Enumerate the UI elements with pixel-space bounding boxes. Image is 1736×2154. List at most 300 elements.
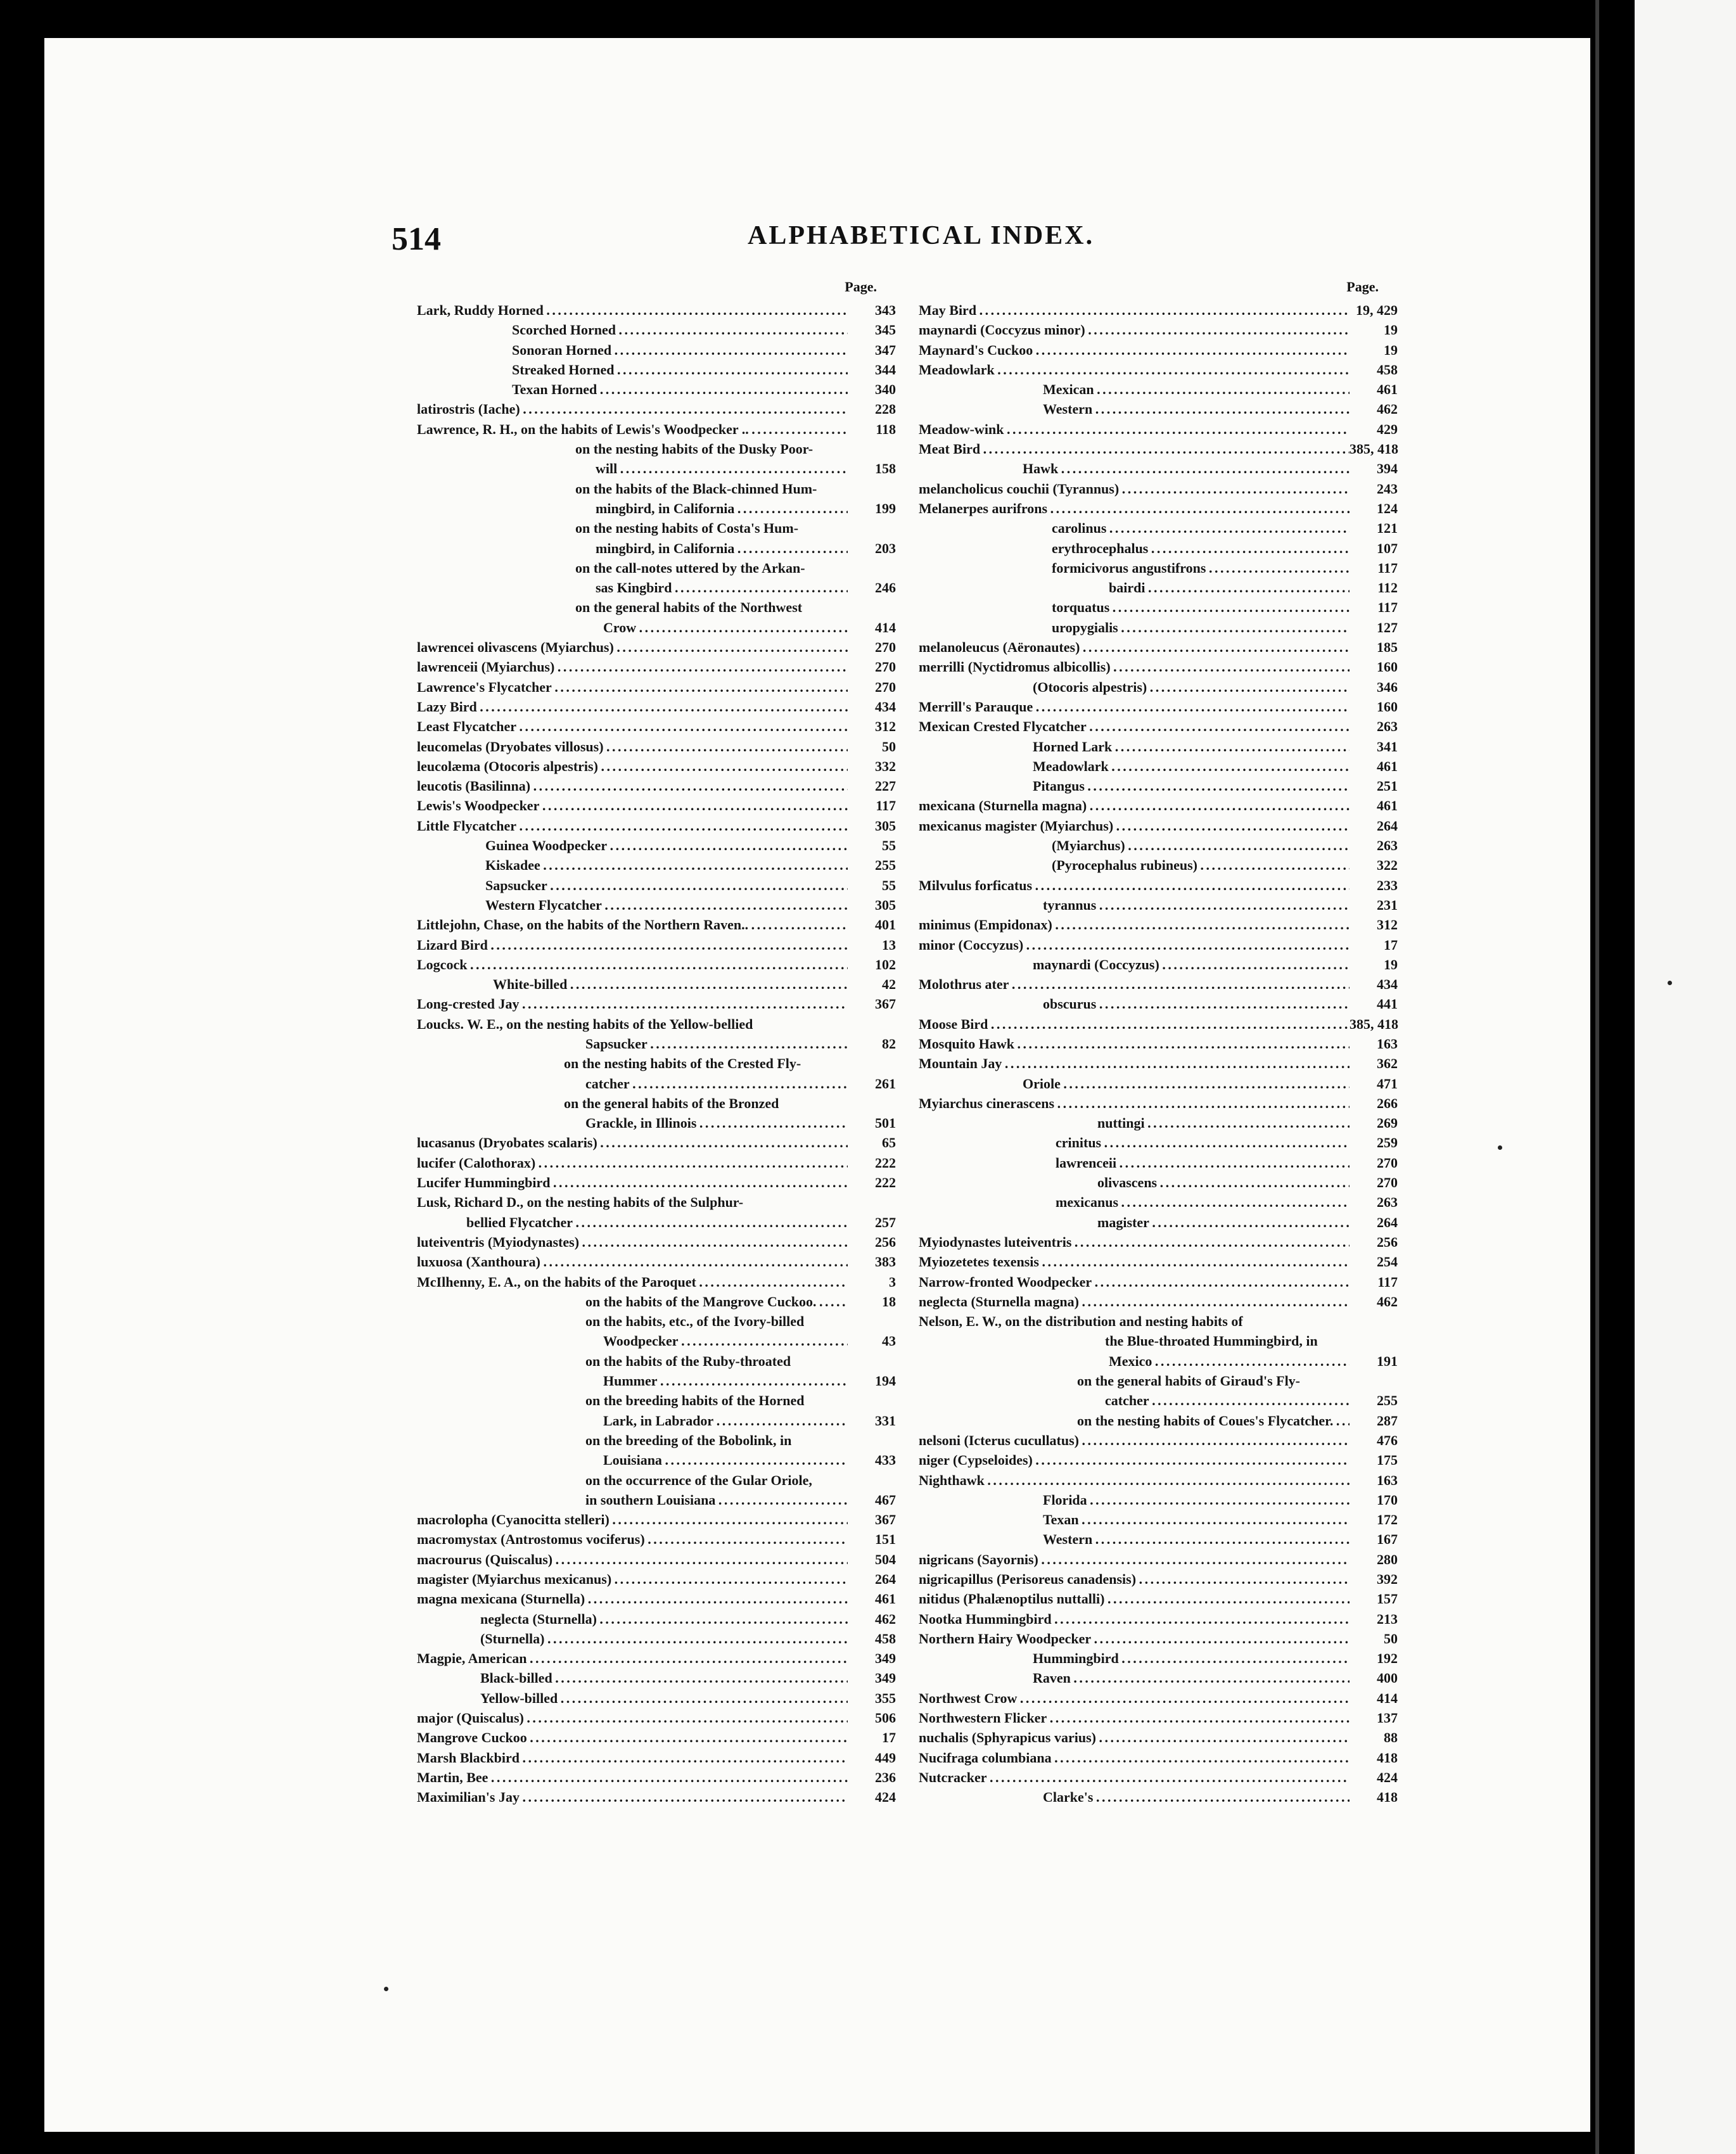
entry-page: 55	[882, 877, 896, 893]
index-entry	[417, 538, 896, 558]
index-entry	[919, 1074, 1398, 1093]
entry-text: Nighthawk . . .	[919, 1470, 1350, 1490]
index-entry	[417, 479, 896, 499]
entry-text: on the habits of the Black-chinned Hum-	[575, 480, 817, 497]
entry-page: 424	[875, 1789, 896, 1806]
entry-text: will . . .	[417, 459, 848, 478]
entry-text: catcher . . .	[919, 1391, 1350, 1410]
entry-page: 199	[875, 500, 896, 516]
entry-text: macrourus (Quiscalus) . . .	[417, 1550, 848, 1569]
index-entry	[417, 1034, 896, 1054]
entry-page: 17	[1384, 936, 1398, 953]
index-entry	[417, 1510, 896, 1529]
index-entry	[417, 1153, 896, 1173]
entry-text: Nelson, E. W., on the distribution and nesting habits of	[919, 1313, 1243, 1330]
index-entry	[417, 935, 896, 955]
index-entry	[919, 1688, 1398, 1708]
entry-text: the Blue-throated Hummingbird, in	[1105, 1333, 1318, 1349]
index-entry	[417, 1311, 896, 1331]
entry-page: 19	[1384, 956, 1398, 972]
index-entry	[417, 419, 896, 439]
entry-page: 471	[1377, 1075, 1398, 1092]
index-entry	[417, 1391, 896, 1410]
entry-text: Scorched Horned . . .	[417, 320, 848, 340]
scan-speck	[1498, 1145, 1502, 1150]
entry-text: Moose Bird . . .	[919, 1014, 1350, 1034]
index-entry	[919, 1609, 1398, 1629]
entry-text: Northwestern Flicker . . .	[919, 1708, 1350, 1728]
entry-page: 392	[1377, 1571, 1398, 1587]
entry-text: macrolopha (Cyanocitta stelleri) . . .	[417, 1510, 848, 1529]
entry-text: bellied Flycatcher . . .	[417, 1213, 848, 1232]
index-entry	[919, 1192, 1398, 1212]
entry-text: (Sturnella) . . .	[417, 1629, 848, 1648]
entry-text: mexicanus . . .	[919, 1192, 1350, 1212]
entry-text: nuttingi . . .	[919, 1113, 1350, 1133]
entry-page: 137	[1377, 1710, 1398, 1726]
entry-text: lucasanus (Dryobates scalaris) . . .	[417, 1133, 848, 1152]
entry-text: Sonoran Horned . . .	[417, 340, 848, 360]
entry-page: 160	[1377, 659, 1398, 675]
entry-text: Kiskadee . . .	[417, 855, 848, 875]
entry-text: mexicana (Sturnella magna) . . .	[919, 796, 1350, 815]
index-entry	[417, 399, 896, 419]
index-entry	[919, 717, 1398, 736]
entry-text: Myiodynastes luteiventris . . .	[919, 1232, 1350, 1252]
entry-page: 118	[876, 421, 896, 437]
entry-page: 191	[1377, 1353, 1398, 1369]
entry-text: nigricans (Sayornis) . . .	[919, 1550, 1350, 1569]
index-entry	[417, 1093, 896, 1113]
entry-text: Least Flycatcher . . .	[417, 717, 848, 736]
page-column-label: Page.	[845, 279, 877, 295]
index-entry	[417, 597, 896, 617]
index-entry	[417, 1450, 896, 1470]
index-entry	[417, 1252, 896, 1271]
index-entry	[919, 1133, 1398, 1152]
entry-page: 270	[1377, 1175, 1398, 1191]
entry-text: nelsoni (Icterus cucullatus) . . .	[919, 1431, 1350, 1450]
entry-page: 13	[882, 936, 896, 953]
index-entry	[919, 776, 1398, 796]
entry-text: Yellow-billed . . .	[417, 1688, 848, 1708]
entry-page: 158	[875, 461, 896, 477]
index-entry	[919, 1153, 1398, 1173]
entry-text: Logcock . . .	[417, 955, 848, 974]
entry-page: 367	[875, 996, 896, 1012]
entry-text: magister . . .	[919, 1213, 1350, 1232]
entry-text: Black-billed . . .	[417, 1668, 848, 1688]
entry-text: Mexican . . .	[919, 379, 1350, 399]
entry-text: torquatus . . .	[919, 597, 1350, 617]
index-entry	[417, 618, 896, 637]
index-entry	[919, 399, 1398, 419]
left-index-column	[417, 279, 896, 1807]
entry-page: 236	[875, 1769, 896, 1785]
page-title: ALPHABETICAL INDEX.	[748, 221, 1095, 250]
index-entry	[919, 816, 1398, 836]
entry-text: Louisiana . . .	[417, 1450, 848, 1470]
entry-page: 170	[1377, 1491, 1398, 1508]
index-entry	[417, 1748, 896, 1768]
entry-page: 270	[875, 679, 896, 695]
entry-page: 121	[1377, 520, 1398, 537]
entry-text: Western . . .	[919, 1529, 1350, 1549]
index-entry	[919, 1054, 1398, 1073]
index-entry	[417, 756, 896, 776]
entry-text: Marsh Blackbird . . .	[417, 1748, 848, 1768]
entry-text: neglecta (Sturnella) . . .	[417, 1609, 848, 1629]
index-entry	[417, 974, 896, 994]
entry-page: 305	[875, 896, 896, 913]
entry-text: Molothrus ater . . .	[919, 974, 1350, 994]
index-entry	[417, 1054, 896, 1073]
entry-page: 50	[1384, 1630, 1398, 1647]
entry-page: 461	[875, 1591, 896, 1607]
entry-text: on the habits of the Mangrove Cuckoo. . . .	[417, 1292, 848, 1311]
scan-speck	[384, 1987, 388, 1991]
entry-text: crinitus . . .	[919, 1133, 1350, 1152]
entry-page: 163	[1377, 1472, 1398, 1488]
index-entry	[919, 836, 1398, 855]
index-entry	[417, 1629, 896, 1648]
index-entry	[919, 915, 1398, 934]
entry-page: 367	[875, 1512, 896, 1528]
index-entry	[919, 677, 1398, 697]
index-entry	[417, 816, 896, 836]
entry-page: 385, 418	[1350, 1016, 1398, 1032]
entry-text: magister (Myiarchus mexicanus) . . .	[417, 1569, 848, 1589]
index-entry	[417, 1411, 896, 1431]
entry-page: 112	[1377, 580, 1398, 596]
index-entry	[417, 578, 896, 597]
entry-text: mingbird, in California . . .	[417, 538, 848, 558]
entry-page: 231	[1377, 896, 1398, 913]
entry-page: 50	[882, 738, 896, 755]
entry-text: erythrocephalus . . .	[919, 538, 1350, 558]
entry-text: Meadow-wink . . .	[919, 419, 1350, 439]
entry-text: on the habits of the Ruby-throated	[585, 1353, 791, 1369]
entry-text: Lawrence's Flycatcher . . .	[417, 677, 848, 697]
index-entry	[417, 1113, 896, 1133]
entry-text: Mangrove Cuckoo . . .	[417, 1728, 848, 1747]
index-entry	[417, 340, 896, 360]
entry-text: melanoleucus (Aëronautes) . . .	[919, 637, 1350, 657]
entry-text: sas Kingbird . . .	[417, 578, 848, 597]
page-number: 514	[392, 221, 441, 257]
entry-page: 213	[1377, 1610, 1398, 1627]
index-entry	[919, 618, 1398, 637]
entry-text: Crow . . .	[417, 618, 848, 637]
entry-text: bairdi . . .	[919, 578, 1350, 597]
index-entry	[417, 677, 896, 697]
entry-text: Lawrence, R. H., on the habits of Lewis's Woodpecker .. . . .	[417, 419, 848, 439]
index-entry	[417, 1470, 896, 1490]
entry-text: lawrenceii (Myiarchus) . . .	[417, 657, 848, 677]
entry-text: on the general habits of the Bronzed	[564, 1095, 779, 1111]
entry-page: 394	[1377, 461, 1398, 477]
entry-text: on the nesting habits of the Crested Fly-	[564, 1055, 801, 1072]
entry-page: 476	[1377, 1432, 1398, 1448]
right-index-column	[919, 279, 1398, 1807]
entry-text: Maynard's Cuckoo . . .	[919, 340, 1350, 360]
entry-text: catcher . . .	[417, 1074, 848, 1093]
entry-text: Horned Lark . . .	[919, 737, 1350, 756]
entry-page: 117	[876, 798, 896, 814]
index-entry	[417, 1668, 896, 1688]
index-entry	[417, 1351, 896, 1371]
entry-page: 256	[1377, 1233, 1398, 1250]
index-entry	[919, 1371, 1398, 1391]
index-entry	[919, 796, 1398, 815]
entry-page: 255	[875, 857, 896, 874]
entry-text: Lusk, Richard D., on the nesting habits of the Sulphur-	[417, 1194, 744, 1211]
entry-text: on the nesting habits of the Dusky Poor-	[575, 441, 814, 457]
entry-page: 185	[1377, 639, 1398, 656]
entry-page: 305	[875, 817, 896, 834]
entry-text: niger (Cypseloides) . . .	[919, 1450, 1350, 1470]
entry-text: McIlhenny, E. A., on the habits of the Paroquet . . .	[417, 1272, 848, 1292]
index-entry	[919, 1331, 1398, 1351]
index-entry	[417, 1787, 896, 1807]
entry-text: Nucifraga columbiana . . .	[919, 1748, 1350, 1768]
entry-page: 270	[875, 639, 896, 656]
index-entry	[919, 1431, 1398, 1450]
index-entry	[919, 637, 1398, 657]
index-entry	[919, 994, 1398, 1014]
entry-text: nitidus (Phalænoptilus nuttalli) . . .	[919, 1589, 1350, 1609]
index-entry	[417, 1490, 896, 1510]
index-entry	[417, 776, 896, 796]
entry-text: Lazy Bird . . .	[417, 697, 848, 717]
entry-page: 266	[1377, 1095, 1398, 1111]
entry-text: Western . . .	[919, 399, 1350, 419]
index-entry	[919, 1708, 1398, 1728]
entry-page: 414	[875, 619, 896, 635]
index-entry	[417, 1529, 896, 1549]
entry-text: formicivorus angustifrons . . .	[919, 558, 1350, 578]
entry-text: nuchalis (Sphyrapicus varius) . . .	[919, 1728, 1350, 1747]
entry-page: 349	[875, 1650, 896, 1667]
index-entry	[919, 300, 1398, 320]
entry-text: Hawk . . .	[919, 459, 1350, 478]
index-entry	[919, 1550, 1398, 1569]
index-entry	[417, 360, 896, 379]
entry-page: 19	[1384, 341, 1398, 358]
entry-page: 344	[875, 361, 896, 378]
index-entry	[417, 518, 896, 538]
index-entry	[919, 1014, 1398, 1034]
index-entry	[919, 1450, 1398, 1470]
entry-page: 167	[1377, 1531, 1398, 1548]
index-entry	[417, 1173, 896, 1192]
index-entry	[919, 1510, 1398, 1529]
index-entry	[417, 558, 896, 578]
entry-page: 429	[1377, 421, 1398, 437]
index-entry	[919, 419, 1398, 439]
entry-text: Myiarchus cinerascens . . .	[919, 1093, 1350, 1113]
index-entry	[919, 1093, 1398, 1113]
index-entry	[919, 1629, 1398, 1648]
entry-page: 414	[1377, 1690, 1398, 1706]
entry-page: 255	[1377, 1392, 1398, 1409]
index-entry	[417, 1768, 896, 1787]
entry-page: 19, 429	[1356, 302, 1398, 318]
entry-text: (Otocoris alpestris) . . .	[919, 677, 1350, 697]
index-entry	[919, 1569, 1398, 1589]
entry-text: on the occurrence of the Gular Oriole,	[585, 1472, 812, 1488]
entry-page: 322	[1377, 857, 1398, 874]
entry-page: 102	[875, 956, 896, 972]
entry-page: 418	[1377, 1749, 1398, 1766]
entry-page: 312	[875, 718, 896, 735]
entry-page: 117	[1377, 1273, 1398, 1290]
entry-page: 343	[875, 302, 896, 318]
entry-text: (Pyrocephalus rubineus) . . .	[919, 855, 1350, 875]
index-entry	[919, 1668, 1398, 1688]
entry-page: 256	[875, 1233, 896, 1250]
entry-page: 467	[875, 1491, 896, 1508]
entry-text: in southern Louisiana . . .	[417, 1490, 848, 1510]
entry-text: Meat Bird . . .	[919, 439, 1350, 459]
index-entry	[417, 1708, 896, 1728]
index-entry	[919, 459, 1398, 478]
index-entry	[919, 855, 1398, 875]
index-entry	[417, 1648, 896, 1668]
entry-page: 107	[1377, 540, 1398, 556]
entry-page: 332	[875, 758, 896, 774]
entry-page: 251	[1377, 778, 1398, 794]
index-entry	[417, 1609, 896, 1629]
entry-text: on the nesting habits of Costa's Hum-	[575, 520, 799, 537]
entry-page: 312	[1377, 917, 1398, 933]
entry-page: 160	[1377, 698, 1398, 715]
index-entry	[417, 836, 896, 855]
entry-text: Florida . . .	[919, 1490, 1350, 1510]
entry-text: Nutcracker . . .	[919, 1768, 1350, 1787]
entry-text: Milvulus forficatus . . .	[919, 876, 1350, 895]
entry-page: 458	[1377, 361, 1398, 378]
index-entry	[417, 1272, 896, 1292]
entry-page: 263	[1377, 1194, 1398, 1211]
entry-text: Lucifer Hummingbird . . .	[417, 1173, 848, 1192]
entry-page: 385, 418	[1350, 441, 1398, 457]
entry-text: uropygialis . . .	[919, 618, 1350, 637]
entry-text: on the call-notes uttered by the Arkan-	[575, 559, 805, 576]
entry-text: Myiozetetes texensis . . .	[919, 1252, 1350, 1271]
entry-page: 270	[1377, 1154, 1398, 1171]
index-entry	[919, 597, 1398, 617]
index-entry	[919, 1391, 1398, 1410]
entry-text: Martin, Bee . . .	[417, 1768, 848, 1787]
index-entry	[919, 360, 1398, 379]
entry-page: 43	[882, 1333, 896, 1349]
entry-page: 504	[875, 1551, 896, 1567]
entry-text: obscurus . . .	[919, 994, 1350, 1014]
entry-text: lawrenceii . . .	[919, 1153, 1350, 1173]
entry-page: 433	[875, 1452, 896, 1469]
entry-text: Mountain Jay . . .	[919, 1054, 1350, 1073]
index-entry	[417, 459, 896, 478]
entry-text: leucomelas (Dryobates villosus) . . .	[417, 737, 848, 756]
entry-text: mingbird, in California . . .	[417, 499, 848, 518]
entry-page: 117	[1377, 559, 1398, 576]
entry-page: 441	[1377, 996, 1398, 1012]
entry-page: 280	[1377, 1551, 1398, 1567]
entry-text: Clarke's . . .	[919, 1787, 1350, 1807]
index-entry	[919, 974, 1398, 994]
entry-page: 228	[875, 401, 896, 417]
index-entry	[417, 657, 896, 677]
entry-page: 19	[1384, 322, 1398, 338]
entry-page: 347	[875, 341, 896, 358]
entry-page: 88	[1384, 1730, 1398, 1746]
entry-text: nigricapillus (Perisoreus canadensis) . . .	[919, 1569, 1350, 1589]
index-entry	[919, 1351, 1398, 1371]
entry-text: on the general habits of Giraud's Fly-	[1077, 1373, 1301, 1389]
entry-text: leucolæma (Otocoris alpestris) . . .	[417, 756, 848, 776]
entry-page: 175	[1377, 1452, 1398, 1469]
entry-text: lucifer (Calothorax) . . .	[417, 1153, 848, 1173]
entry-page: 117	[1377, 599, 1398, 616]
index-entry	[919, 895, 1398, 915]
index-entry	[417, 915, 896, 934]
entry-text: Oriole . . .	[919, 1074, 1350, 1093]
index-entry	[417, 1014, 896, 1034]
index-entry	[417, 379, 896, 399]
entry-text: mexicanus magister (Myiarchus) . . .	[919, 816, 1350, 836]
index-entry	[417, 1431, 896, 1450]
entry-page: 287	[1377, 1412, 1398, 1429]
entry-page: 227	[875, 778, 896, 794]
entry-page: 17	[882, 1730, 896, 1746]
entry-page: 461	[1377, 798, 1398, 814]
index-entry	[919, 876, 1398, 895]
index-entry	[919, 1648, 1398, 1668]
entry-text: Mosquito Hawk . . .	[919, 1034, 1350, 1054]
index-entry	[417, 320, 896, 340]
entry-page: 449	[875, 1749, 896, 1766]
entry-page: 222	[875, 1175, 896, 1191]
index-entry	[919, 1529, 1398, 1549]
entry-page: 263	[1377, 838, 1398, 854]
entry-text: Raven . . .	[919, 1668, 1350, 1688]
entry-text: luxuosa (Xanthoura) . . .	[417, 1252, 848, 1271]
entry-page: 383	[875, 1254, 896, 1270]
entry-text: Grackle, in Illinois . . .	[417, 1113, 848, 1133]
entry-page: 254	[1377, 1254, 1398, 1270]
facing-page-edge	[1635, 0, 1736, 2154]
entry-page: 501	[875, 1115, 896, 1131]
entry-text: Woodpecker . . .	[417, 1331, 848, 1351]
index-entry	[919, 1272, 1398, 1292]
index-entry	[919, 1292, 1398, 1311]
entry-page: 418	[1377, 1789, 1398, 1806]
entry-text: Nootka Hummingbird . . .	[919, 1609, 1350, 1629]
entry-text: Texan Horned . . .	[417, 379, 848, 399]
entry-text: Northwest Crow . . .	[919, 1688, 1350, 1708]
entry-text: White-billed . . .	[417, 974, 848, 994]
index-entry	[417, 1292, 896, 1311]
index-entry	[417, 737, 896, 756]
entry-page: 151	[875, 1531, 896, 1548]
index-entry	[919, 439, 1398, 459]
entry-text: May Bird . . .	[919, 300, 1350, 320]
entry-page: 261	[875, 1075, 896, 1092]
entry-page: 400	[1377, 1670, 1398, 1686]
index-entry	[919, 479, 1398, 499]
index-entry	[417, 855, 896, 875]
